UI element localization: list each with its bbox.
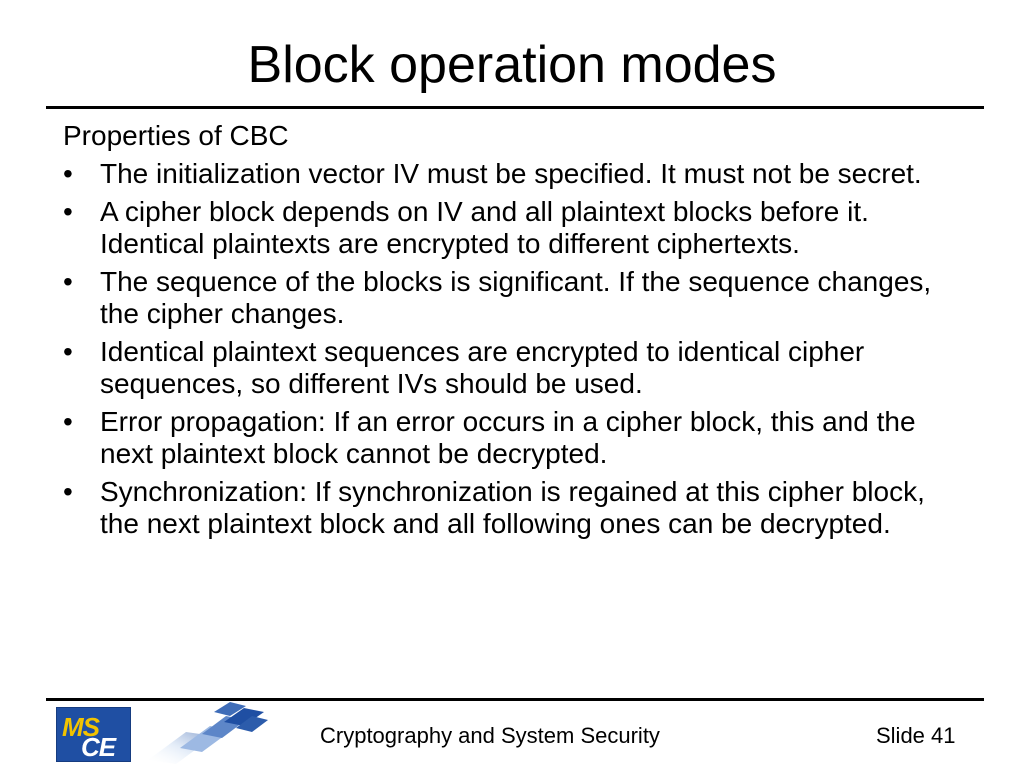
bullet-text: Identical plaintext sequences are encrypted to identical cipher sequences, so different IVs should be used. bbox=[100, 336, 865, 399]
footer-slide-number bbox=[876, 722, 956, 750]
slide-title: Block operation modes bbox=[247, 36, 777, 94]
bullet-marker: • bbox=[63, 476, 73, 507]
bullet-marker: • bbox=[63, 196, 73, 227]
footer-course-title: Cryptography and System Security bbox=[320, 723, 660, 748]
footer-divider bbox=[46, 698, 984, 701]
subheading: Properties of CBC bbox=[63, 120, 289, 151]
bullet-item bbox=[63, 266, 963, 330]
bullet-marker: • bbox=[63, 336, 73, 367]
logo-ms-text: MS bbox=[62, 712, 99, 742]
bullet-marker: • bbox=[63, 266, 73, 297]
bullet-item bbox=[63, 196, 963, 260]
msce-logo bbox=[56, 707, 131, 762]
bullet-text: The initialization vector IV must be specified. It must not be secret. bbox=[100, 158, 922, 189]
bullet-text: Error propagation: If an error occurs in a cipher block, this and the next plaintext block cannot be decrypted. bbox=[100, 406, 916, 469]
slide-content bbox=[63, 120, 963, 546]
bullet-text: Synchronization: If synchronization is regained at this cipher block, the next plaintext block and all following ones can be decrypted. bbox=[100, 476, 925, 539]
bullet-list bbox=[63, 158, 963, 540]
bullet-marker: • bbox=[63, 158, 73, 189]
logo-ce-text: CE bbox=[81, 732, 116, 762]
title-divider bbox=[46, 106, 984, 109]
slide-number: 41 bbox=[931, 723, 956, 748]
bullet-item bbox=[63, 406, 963, 470]
slide-label: Slide bbox=[876, 723, 925, 748]
bullet-item bbox=[63, 158, 963, 190]
bullet-item bbox=[63, 336, 963, 400]
bullet-text: The sequence of the blocks is significant. If the sequence changes, the cipher changes. bbox=[100, 266, 932, 329]
tiles-graphic-icon bbox=[140, 702, 270, 766]
bullet-marker: • bbox=[63, 406, 73, 437]
bullet-text: A cipher block depends on IV and all plaintext blocks before it. Identical plaintexts are encrypted to different ciphertexts. bbox=[100, 196, 869, 259]
bullet-item bbox=[63, 476, 963, 540]
